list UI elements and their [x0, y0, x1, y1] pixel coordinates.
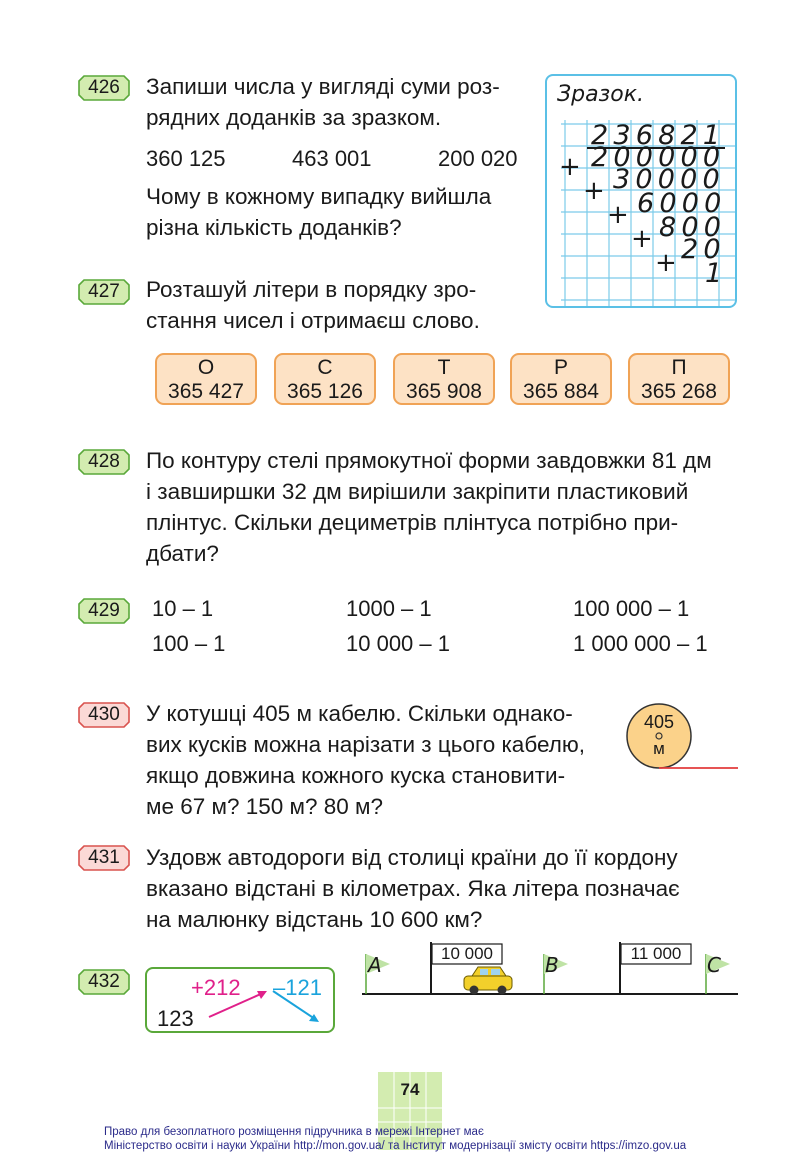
card-letter: Т — [437, 356, 451, 379]
start-number: 123 — [157, 1006, 194, 1031]
expression: 1000 – 1 — [346, 596, 432, 621]
footer-line-2: Міністерство освіти і науки України http://mon.gov.ua/ та Інститут модернізації змісту освіти https://imzo.gov.ua — [104, 1140, 687, 1152]
task-number-badge-426: 426 — [78, 75, 130, 101]
distance-sign-label: 10 000 — [441, 944, 493, 963]
card-letter: О — [197, 356, 215, 379]
letter-card — [628, 353, 730, 405]
sample-row-1: 200000 — [591, 142, 726, 173]
card-letter: С — [317, 356, 333, 379]
task-number-badge-428: 428 — [78, 449, 130, 475]
sample-row-6: 1 — [705, 258, 723, 289]
expression: 100 000 – 1 — [573, 596, 690, 621]
task-426-number-2: 463 001 — [292, 146, 372, 171]
sample-box — [545, 74, 737, 308]
distance-sign-label: 11 000 — [630, 944, 682, 963]
sample-top-number: 236821 — [591, 120, 726, 151]
card-value: 365 268 — [641, 380, 717, 403]
card-value: 365 427 — [168, 380, 244, 403]
letter-card — [274, 353, 376, 405]
task-426-question: Чому в кожному випадку вийшла різна кількість доданків? — [146, 184, 492, 240]
sample-row-2: 30000 — [613, 164, 725, 195]
task-426-number-1: 360 125 — [146, 146, 226, 171]
flag-label: B — [545, 953, 559, 977]
plus-sign: + — [631, 224, 653, 254]
page-number-box — [378, 1072, 442, 1150]
card-letter: Р — [553, 356, 568, 379]
page-number: 74 — [400, 1080, 420, 1099]
task-number-badge-430: 430 — [78, 702, 130, 728]
car-icon — [464, 967, 512, 995]
card-value: 365 126 — [287, 380, 363, 403]
flag-label: C — [707, 953, 721, 977]
sample-title: Зразок. — [557, 82, 644, 107]
footer-line-1: Право для безоплатного розміщення підручника в мережі Інтернет має — [104, 1126, 484, 1138]
sample-row-4: 800 — [659, 212, 727, 243]
expression: 100 – 1 — [152, 631, 226, 656]
task-426-text: Запиши числа у вигляді суми роз- рядних доданків за зразком. — [146, 74, 500, 130]
letter-card — [510, 353, 612, 405]
plus-sign: + — [583, 176, 605, 206]
plus-sign: + — [559, 152, 581, 182]
expression: 10 000 – 1 — [346, 631, 450, 656]
letter-card — [393, 353, 495, 405]
sample-row-3: 6000 — [637, 188, 727, 219]
plus-sign: + — [607, 200, 629, 230]
card-value: 365 908 — [406, 380, 482, 403]
task-428-text: По контуру стелі прямокутної форми завдовжки 81 дм і завширшки 32 дм вирішили закріпити пластиковий плінтус. Скільки дециметрів плінтуса потрібно при- дбати? — [146, 448, 712, 566]
coil-unit: м — [653, 739, 665, 758]
plus-sign: + — [655, 248, 677, 278]
operation-minus: –121 — [273, 975, 322, 1000]
letter-card — [155, 353, 257, 405]
task-431-text: Уздовж автодороги від столиці країни до її кордону вказано відстані в кілометрах. Яка літера позначає на малюнку відстань 10 600 км? — [146, 845, 680, 932]
task-number-badge-427: 427 — [78, 279, 130, 305]
card-letter: П — [671, 356, 687, 379]
expression: 1 000 000 – 1 — [573, 631, 708, 656]
operation-plus: +212 — [191, 975, 241, 1000]
flag-label: A — [368, 953, 382, 977]
sample-row-5: 20 — [681, 234, 726, 265]
chain-box — [145, 967, 335, 1033]
task-number-badge-432: 432 — [78, 969, 130, 995]
task-430-text: У котушці 405 м кабелю. Скільки однако- вих кусків можна нарізати з цього кабелю, якщо довжина кожного куска становити- ме 67 м? 150 м? 80 м? — [146, 701, 585, 819]
card-value: 365 884 — [523, 380, 599, 403]
expression: 10 – 1 — [152, 596, 214, 621]
task-426-number-3: 200 020 — [438, 146, 518, 171]
coil-value: 405 — [643, 712, 675, 732]
task-number-badge-429: 429 — [78, 598, 130, 624]
task-427-text: Розташуй літери в порядку зро- стання чисел і отримаєш слово. — [146, 277, 480, 333]
task-number-badge-431: 431 — [78, 845, 130, 871]
